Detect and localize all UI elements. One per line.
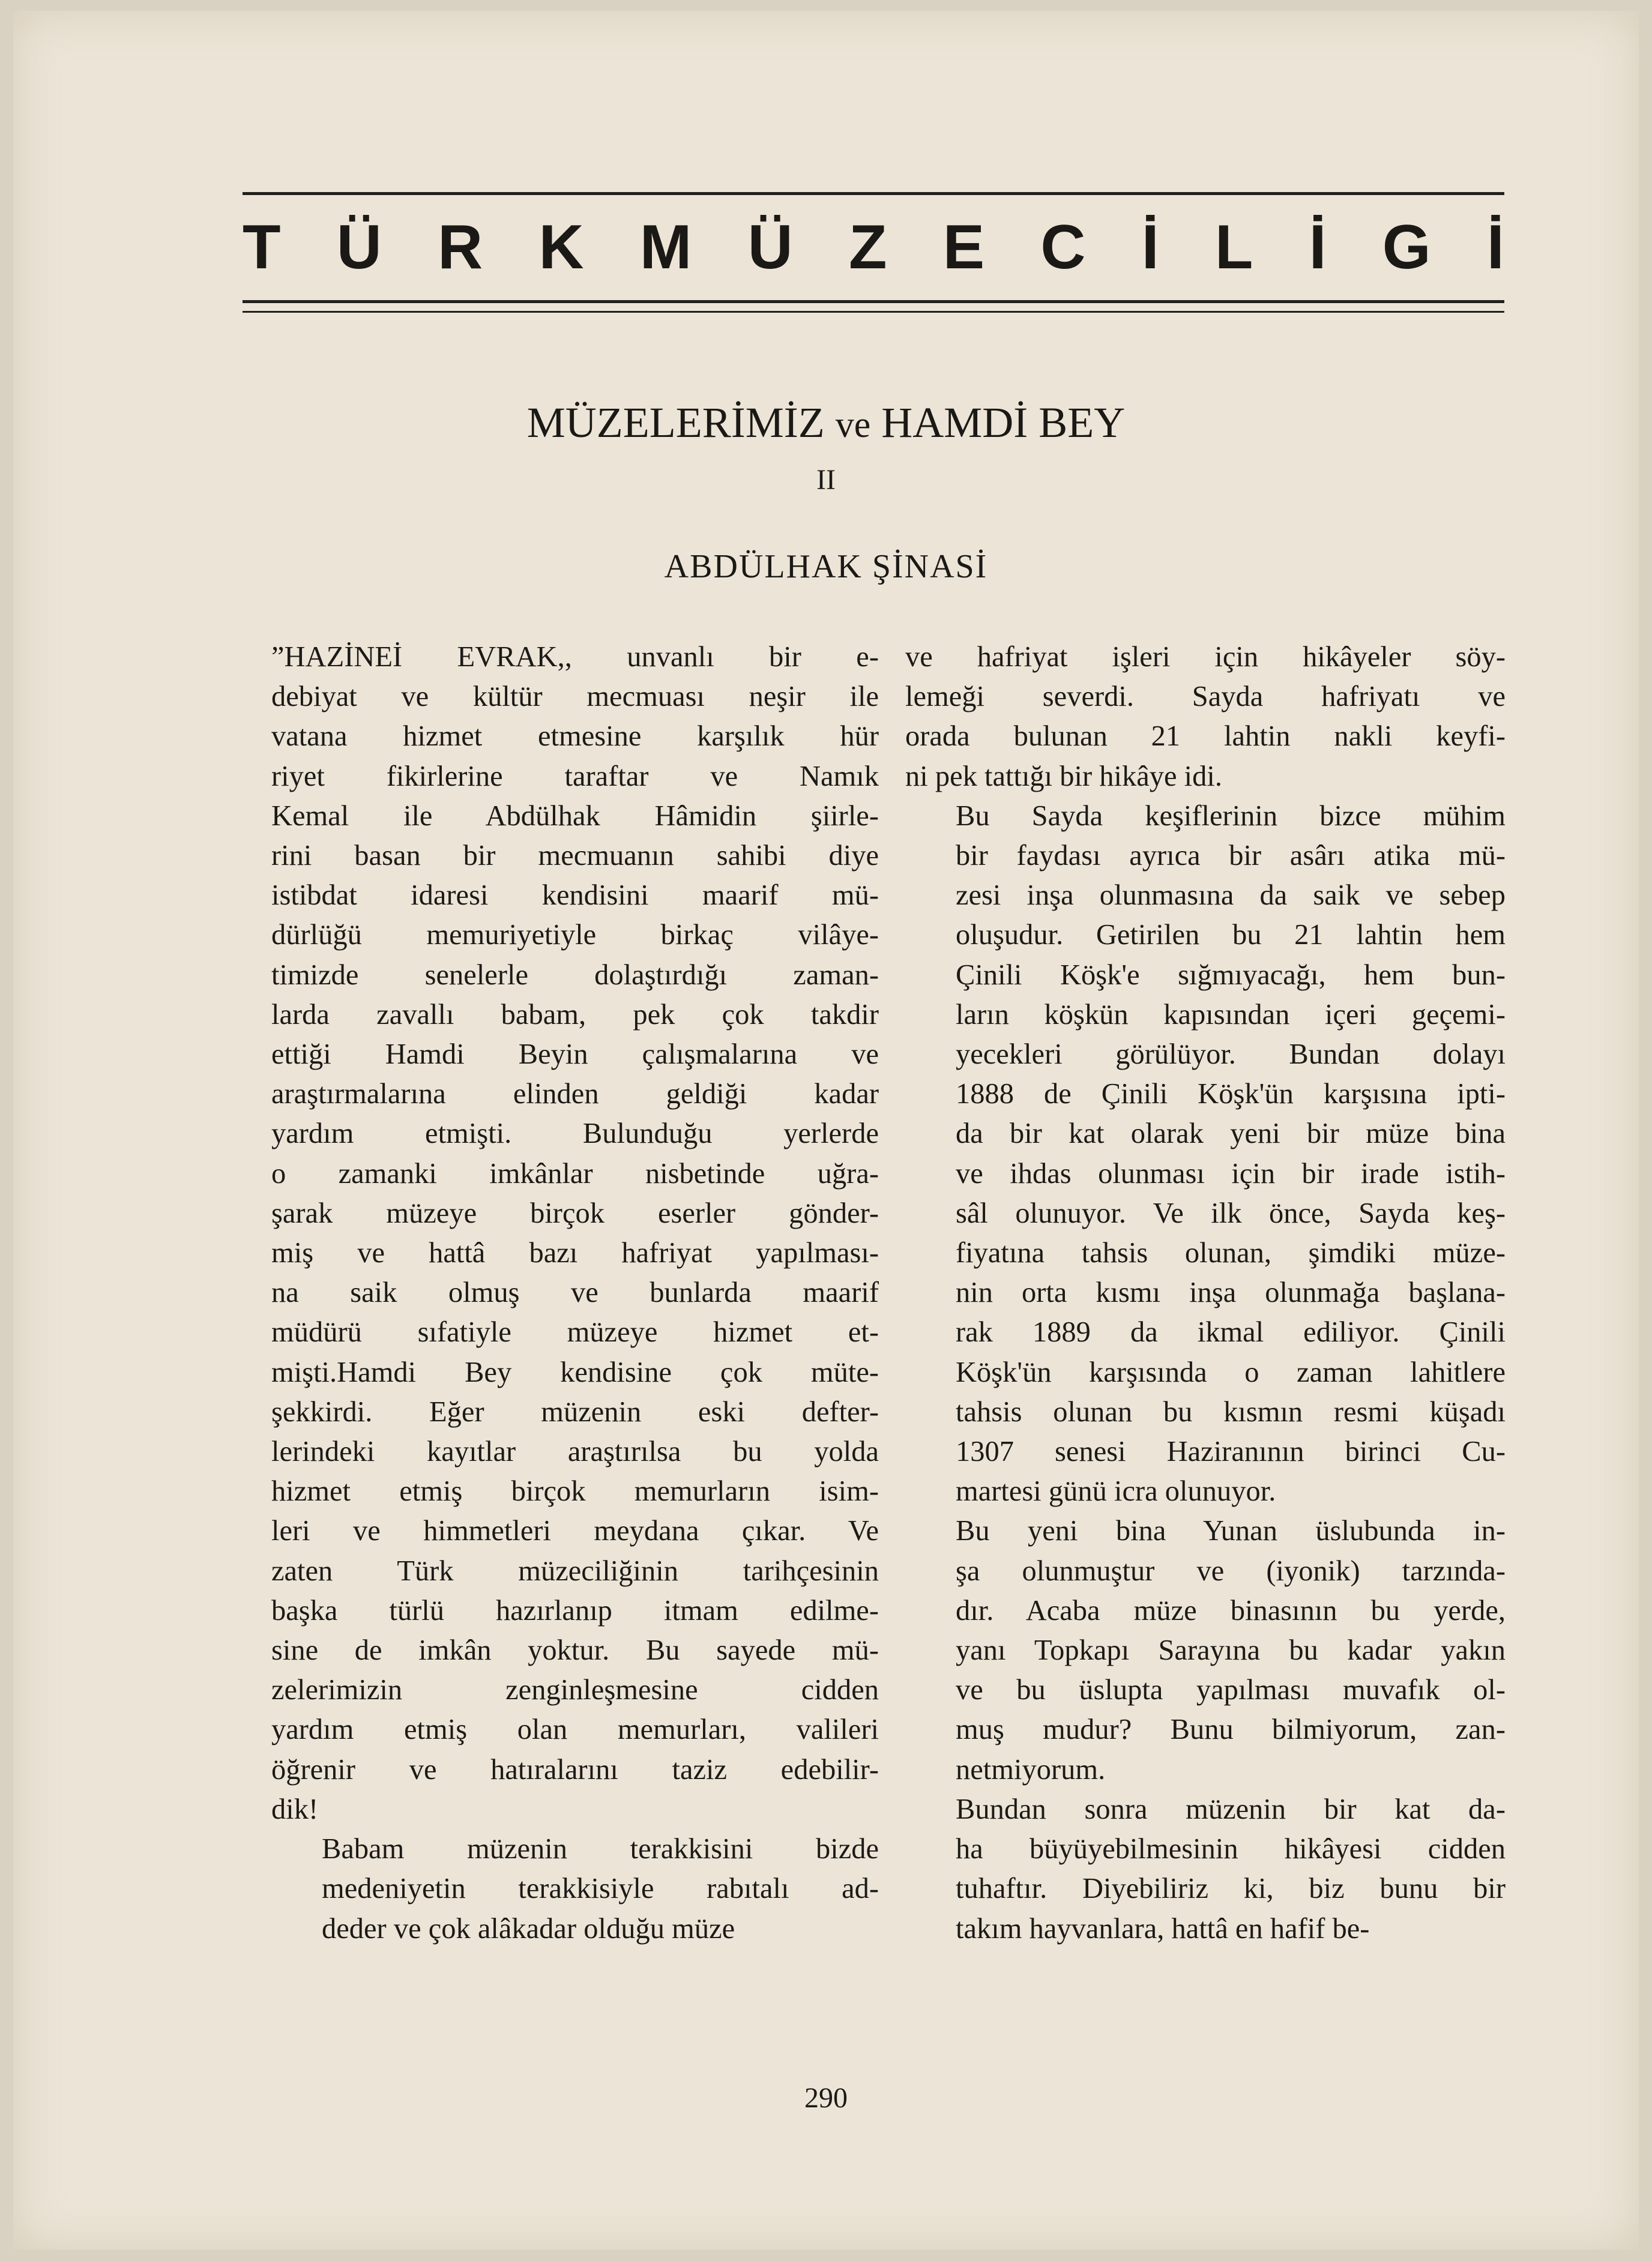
text-line: bir faydası ayrıca bir asârı atika mü- (956, 840, 1506, 872)
masthead-top-rule (243, 192, 1504, 195)
masthead-letter: R (438, 212, 483, 282)
text-line: yardım etmiş olan memurları, valileri (271, 1714, 879, 1746)
text-line: Köşk'ün karşısında o zaman lahitlere (956, 1356, 1506, 1388)
text-line: dır. Acaba müze binasının bu yerde, (956, 1594, 1506, 1627)
text-line: ların köşkün kapısından içeri geçemi- (956, 998, 1506, 1031)
text-line: martesi günü icra olunuyor. (956, 1475, 1276, 1508)
masthead-letter: L (1214, 212, 1253, 282)
text-line: Bu Sayda keşiflerinin bizce mühim (956, 799, 1506, 832)
text-line: sine de imkân yoktur. Bu sayede mü- (271, 1634, 879, 1667)
article-title (0, 399, 1652, 447)
masthead-letter: İ (1141, 212, 1159, 282)
text-line: ha büyüyebilmesinin hikâyesi cidden (956, 1833, 1506, 1865)
text-line: müdürü sıfatiyle müzeye hizmet et- (271, 1316, 879, 1349)
text-line: 1307 senesi Haziranının birinci Cu- (956, 1436, 1506, 1468)
masthead-letter: Ü (336, 212, 382, 282)
text-line: ve bu üslupta yapılması muvafık ol- (956, 1674, 1506, 1706)
text-line: timizde senelerle dolaştırdığı zaman- (271, 959, 879, 991)
masthead-letter: Z (849, 212, 887, 282)
page-number: 290 (804, 2082, 848, 2114)
paragraph (271, 1829, 879, 1949)
text-line: sâl olunuyor. Ve ilk önce, Sayda keş- (956, 1197, 1506, 1229)
text-line: zesi inşa olunmasına da saik ve sebep (956, 879, 1506, 912)
paragraph (905, 1511, 1506, 1789)
text-line: yecekleri görülüyor. Bundan dolayı (956, 1038, 1506, 1071)
text-line: leri ve himmetleri meydana çıkar. Ve (271, 1515, 879, 1547)
paragraph (905, 637, 1506, 796)
masthead-letter: Ü (747, 212, 793, 282)
text-line: fiyatına tahsis olunan, şimdiki müze- (956, 1237, 1506, 1269)
text-line: rini basan bir mecmuanın sahibi diye (271, 840, 879, 872)
text-line: netmiyorum. (956, 1753, 1106, 1786)
text-line: öğrenir ve hatıralarını taziz edebilir- (271, 1753, 879, 1786)
text-line: şarak müzeye birçok eserler gönder- (271, 1197, 879, 1229)
text-line: şekkirdi. Eğer müzenin eski defter- (271, 1395, 879, 1428)
paragraph (905, 1790, 1506, 1949)
left-column (271, 637, 879, 1949)
text-line: orada bulunan 21 lahtin nakli keyfi- (905, 720, 1506, 753)
masthead-letter: E (942, 212, 985, 282)
text-line: Kemal ile Abdülhak Hâmidin şiirle- (271, 799, 879, 832)
text-line: larda zavallı babam, pek çok takdir (271, 998, 879, 1031)
masthead-letter: K (538, 212, 584, 282)
text-line: Çinili Köşk'e sığmıyacağı, hem bun- (956, 959, 1506, 991)
text-line: Bundan sonra müzenin bir kat da- (956, 1793, 1506, 1825)
masthead-title (243, 211, 1504, 283)
masthead-letter: İ (1309, 212, 1327, 282)
text-line: rak 1889 da ikmal ediliyor. Çinili (956, 1316, 1506, 1349)
text-line: yanı Topkapı Sarayına bu kadar yakın (956, 1634, 1506, 1667)
text-line: lerindeki kayıtlar araştırılsa bu yolda (271, 1436, 879, 1468)
article-title-end: HAMDİ BEY (881, 399, 1126, 447)
text-line: nin orta kısmı inşa olunmağa başlana- (956, 1277, 1506, 1309)
article-title-main: MÜZELERİMİZ (526, 399, 825, 447)
text-line: oluşudur. Getirilen bu 21 lahtin hem (956, 919, 1506, 951)
masthead-bottom-rule (243, 300, 1504, 303)
text-line: lemeği severdi. Sayda hafriyatı ve (905, 681, 1506, 713)
masthead-bottom-rule-thin (243, 311, 1504, 313)
text-line: riyet fikirlerine taraftar ve Namık (271, 760, 879, 792)
text-line: deder ve çok alâkadar olduğu müze (322, 1912, 735, 1945)
text-line: vatana hizmet etmesine karşılık hür (271, 720, 879, 753)
masthead-letter: G (1382, 212, 1431, 282)
text-line: miş ve hattâ bazı hafriyat yapılması- (271, 1237, 879, 1269)
text-line: Babam müzenin terakkisini bizde (322, 1833, 879, 1865)
article-part-number: II (816, 464, 836, 496)
text-line: ve ihdas olunması için bir irade istih- (956, 1157, 1506, 1190)
text-line: başka türlü hazırlanıp itmam edilme- (271, 1594, 879, 1627)
masthead-letter: İ (1486, 212, 1504, 282)
text-line: zelerimizin zenginleşmesine cidden (271, 1674, 879, 1706)
text-line: Bu yeni bina Yunan üslubunda in- (956, 1515, 1506, 1547)
text-line: takım hayvanlara, hattâ en hafif be- (956, 1912, 1370, 1945)
right-column (905, 637, 1506, 1949)
article-title-connector: ve (835, 405, 871, 445)
masthead-letter: M (639, 212, 692, 282)
text-line: istibdat idaresi kendisini maarif mü- (271, 879, 879, 912)
text-line: debiyat ve kültür mecmuası neşir ile (271, 681, 879, 713)
text-line: na saik olmuş ve bunlarda maarif (271, 1277, 879, 1309)
text-line: ”HAZİNEİ EVRAK,, unvanlı bir e- (271, 641, 879, 673)
text-line: o zamanki imkânlar nisbetinde uğra- (271, 1157, 879, 1190)
text-line: zaten Türk müzeciliğinin tarihçesinin (271, 1555, 879, 1587)
article-author: ABDÜLHAK ŞİNASİ (664, 548, 988, 585)
paragraph (905, 796, 1506, 1512)
text-line: ni pek tattığı bir hikâye idi. (905, 760, 1223, 792)
text-line: dürlüğü memuriyetiyle birkaç vilâye- (271, 919, 879, 951)
text-line: yardım etmişti. Bulunduğu yerlerde (271, 1118, 879, 1150)
text-line: medeniyetin terakkisiyle rabıtalı ad- (322, 1873, 879, 1905)
text-line: tahsis olunan bu kısmın resmi küşadı (956, 1395, 1506, 1428)
text-line: da bir kat olarak yeni bir müze bina (956, 1118, 1506, 1150)
masthead-letter: C (1040, 212, 1086, 282)
text-line: tuhaftır. Diyebiliriz ki, biz bunu bir (956, 1873, 1506, 1905)
masthead-letter: T (243, 212, 281, 282)
text-line: mişti.Hamdi Bey kendisine çok müte- (271, 1356, 879, 1388)
text-line: hizmet etmiş birçok memurların isim- (271, 1475, 879, 1508)
text-line: 1888 de Çinili Köşk'ün karşısına ipti- (956, 1078, 1506, 1110)
text-line: dik! (271, 1793, 319, 1825)
text-line: şa olunmuştur ve (iyonik) tarzında- (956, 1555, 1506, 1587)
text-line: muş mudur? Bunu bilmiyorum, zan- (956, 1714, 1506, 1746)
text-line: araştırmalarına elinden geldiği kadar (271, 1078, 879, 1110)
text-line: ve hafriyat işleri için hikâyeler söy- (905, 641, 1506, 673)
text-line: ettiği Hamdi Beyin çalışmalarına ve (271, 1038, 879, 1071)
paragraph (271, 637, 879, 1829)
